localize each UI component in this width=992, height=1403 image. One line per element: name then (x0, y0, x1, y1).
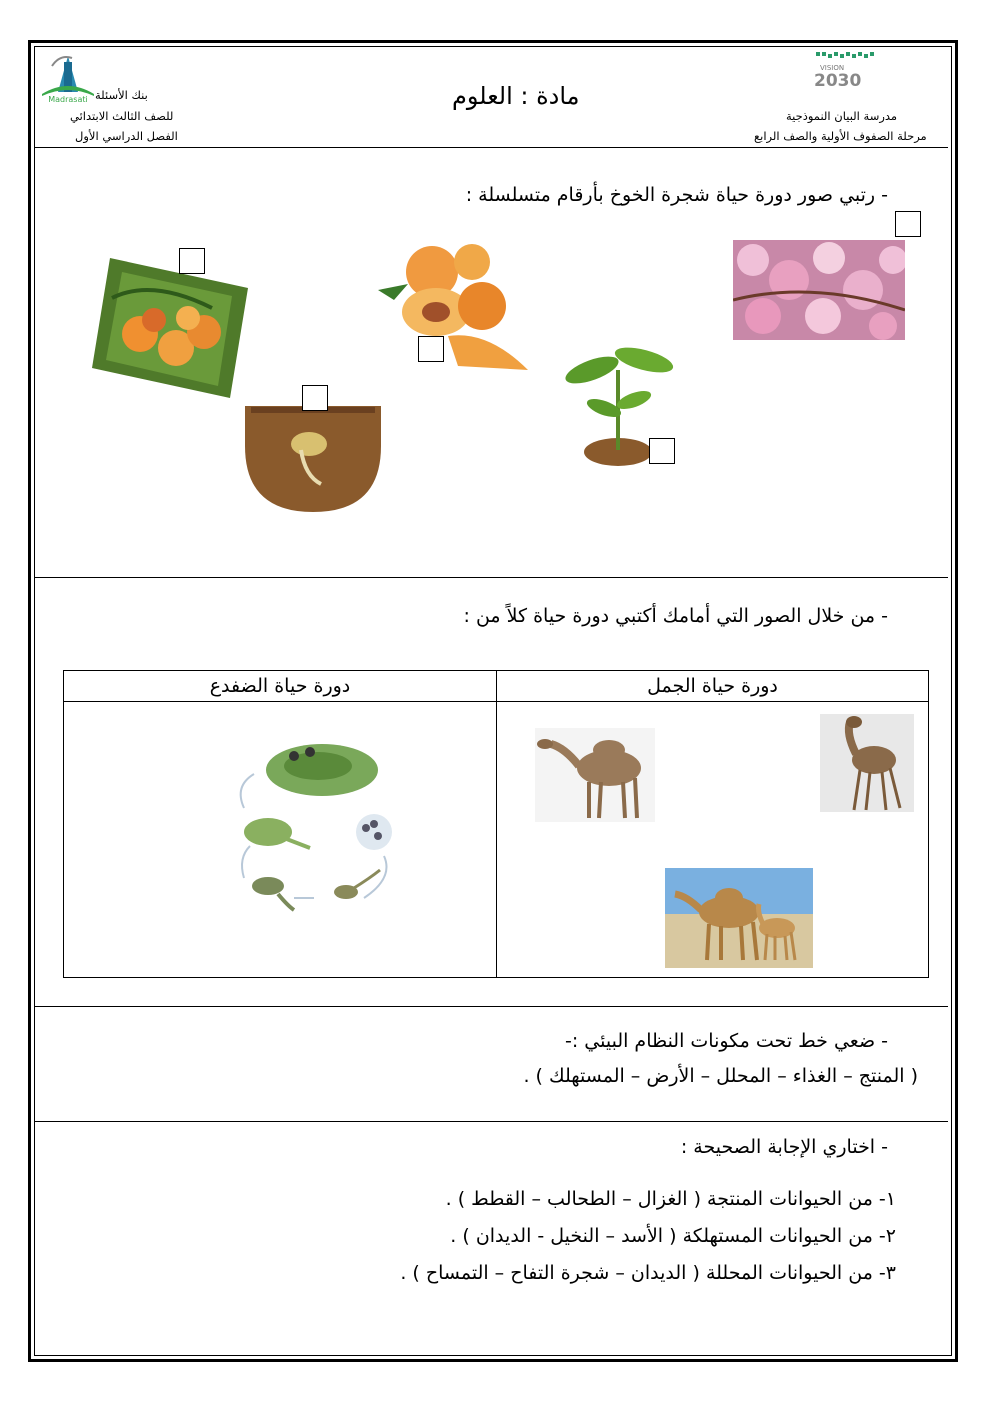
baby-camel-image (820, 714, 914, 812)
header-left-line-2: للصف الثالث الابتدائي (70, 109, 174, 123)
q4-item-3[interactable]: ٣- من الحيوانات المحللة ( الديدان – شجرة التفاح – التمساح ) . (400, 1262, 896, 1284)
madrasati-logo (38, 48, 98, 104)
peach-fruit-cut-image (378, 240, 532, 378)
divider-q2 (34, 1006, 948, 1007)
svg-text:VISION: VISION (820, 64, 845, 72)
header-right-line-2: مرحلة الصفوف الأولية والصف الرابع (754, 129, 927, 143)
seed-in-soil-image (245, 406, 381, 512)
q4-item-1[interactable]: ١- من الحيوانات المنتجة ( الغزال – الطحالب – القطط ) . (445, 1188, 896, 1210)
peach-blossom-image (733, 240, 905, 340)
q1-answer-box-seedling[interactable] (649, 438, 675, 464)
peach-fruits-on-tree-image (92, 258, 248, 398)
svg-text:2030: 2030 (814, 71, 862, 91)
camel-column-header: دورة حياة الجمل (497, 671, 929, 702)
q3-options[interactable]: ( المنتج – الغذاء – المحلل – الأرض – المستهلك ) . (523, 1065, 918, 1087)
divider-q3 (34, 1121, 948, 1122)
q1-answer-box-seed[interactable] (302, 385, 328, 411)
header-left-line-3: الفصل الدراسي الأول (75, 129, 178, 143)
q4-item-2[interactable]: ٢- من الحيوانات المستهلكة ( الأسد – النخيل - الديدان ) . (450, 1225, 896, 1247)
camel-with-calf-image (665, 868, 813, 968)
subject-title: مادة : العلوم (452, 82, 580, 110)
camel-life-cycle-cell[interactable] (497, 702, 929, 978)
q1-answer-box-cut-peach[interactable] (418, 336, 444, 362)
svg-text:Madrasati: Madrasati (48, 95, 88, 104)
q2-prompt: - من خلال الصور التي أمامك أكتبي دورة حياة كلاً من : (463, 605, 888, 627)
header-right-line-1: مدرسة البيان النموذجية (786, 109, 898, 123)
divider-header (34, 147, 948, 148)
life-cycle-table (63, 670, 929, 978)
q4-prompt: - اختاري الإجابة الصحيحة : (680, 1136, 888, 1158)
q1-answer-box-blossom[interactable] (895, 211, 921, 237)
frog-column-header: دورة حياة الضفدع (64, 671, 497, 702)
q3-prompt: - ضعي خط تحت مكونات النظام البيئي :- (564, 1030, 888, 1052)
header-left-line-1: بنك الأسئلة (95, 88, 148, 102)
frog-life-cycle-image (214, 738, 414, 918)
frog-life-cycle-cell[interactable] (64, 702, 497, 978)
divider-q1 (34, 577, 948, 578)
vision-2030-logo (810, 50, 880, 96)
adult-camel-image (535, 728, 655, 822)
q1-prompt: - رتبي صور دورة حياة شجرة الخوخ بأرقام متسلسلة : (465, 184, 888, 206)
q1-answer-box-fruits-on-tree[interactable] (179, 248, 205, 274)
